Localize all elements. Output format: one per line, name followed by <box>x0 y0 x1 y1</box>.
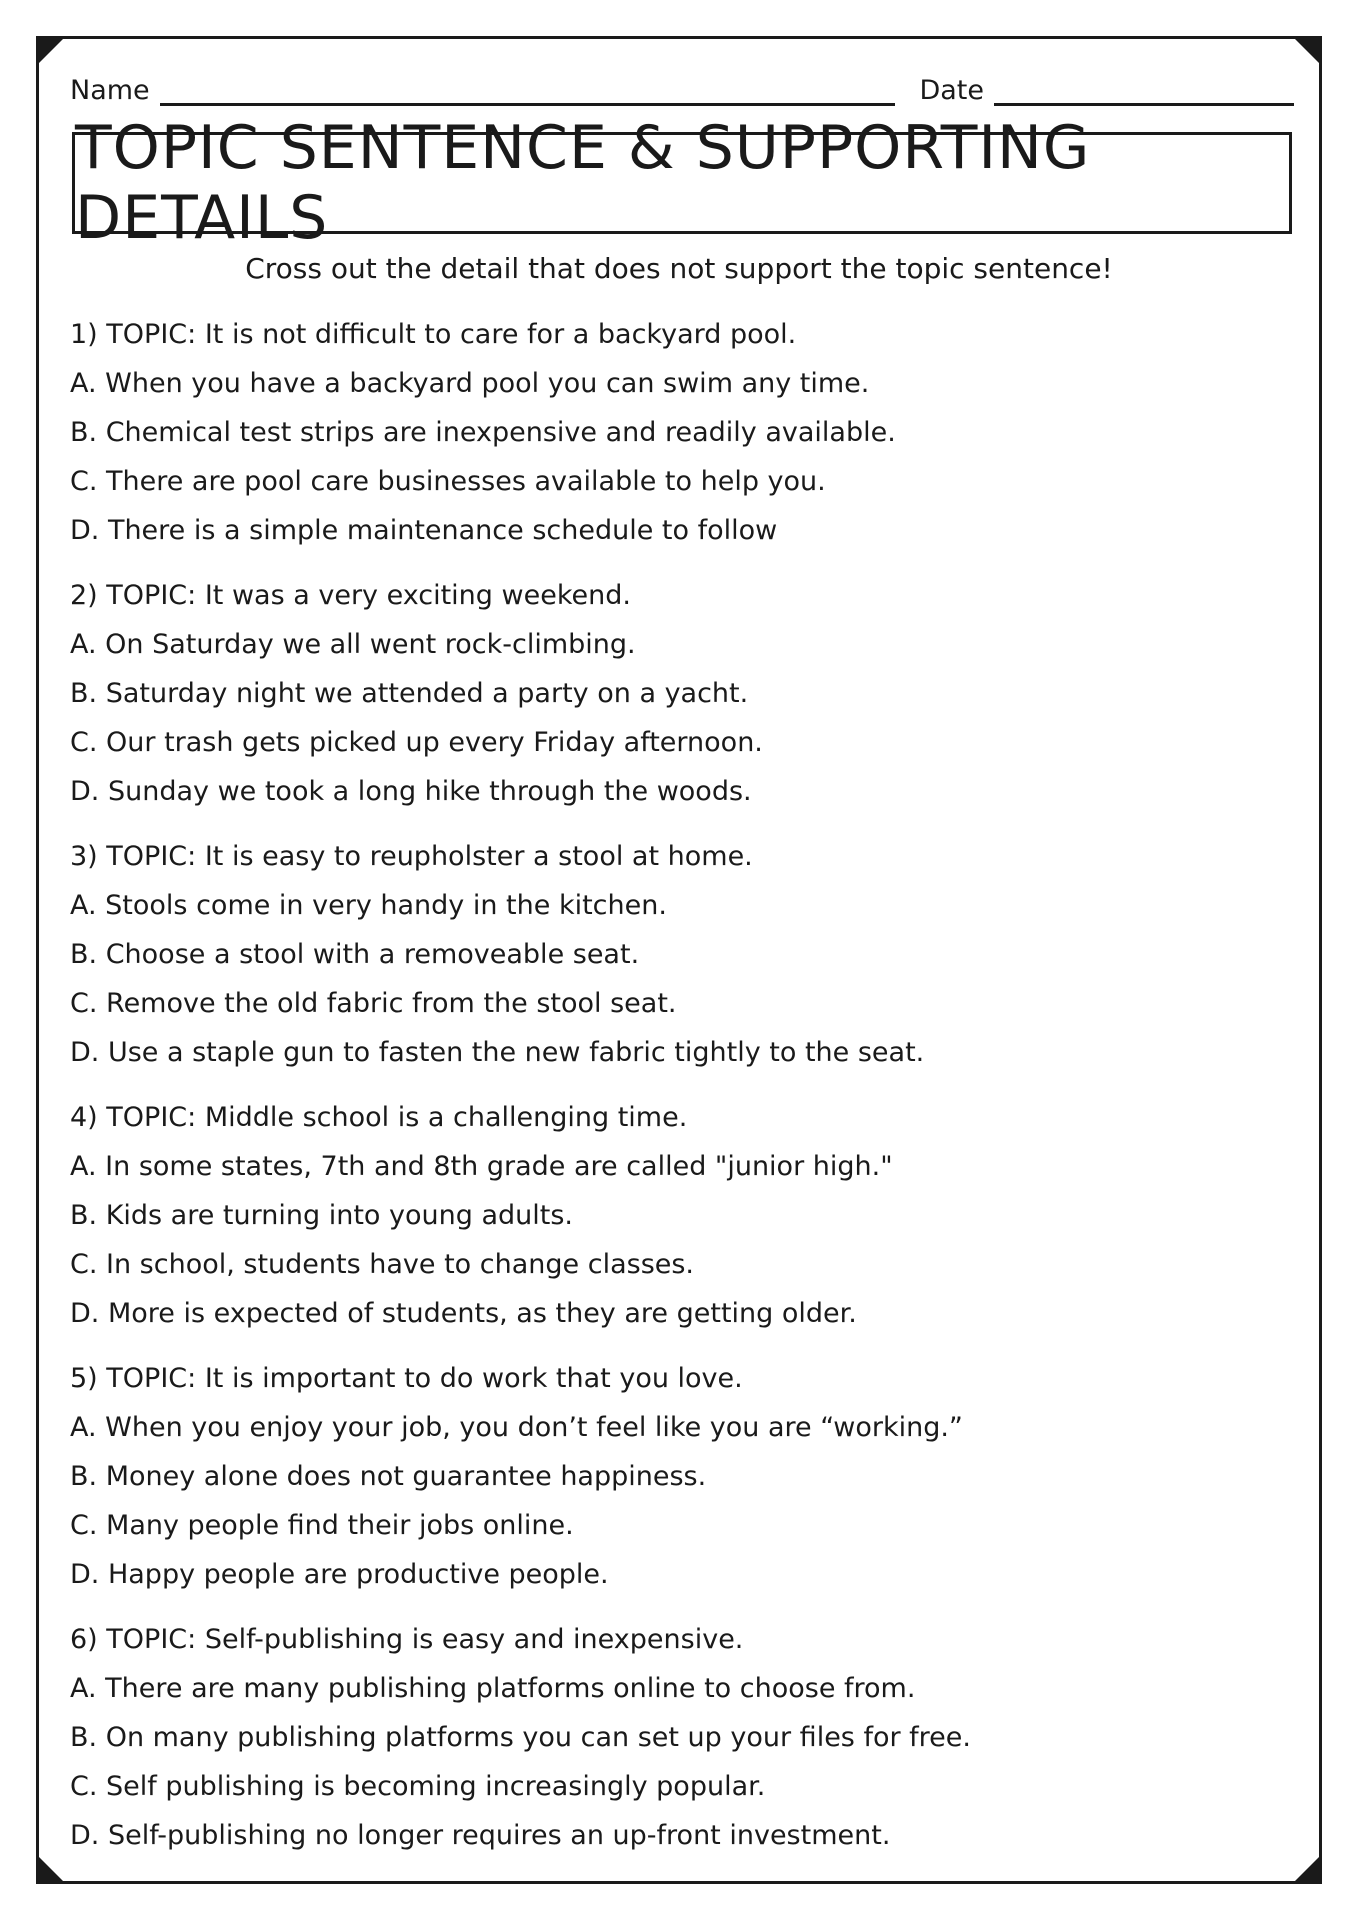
detail-option-a[interactable]: A. There are many publishing platforms online to choose from. <box>70 1673 916 1704</box>
detail-option-a[interactable]: A. In some states, 7th and 8th grade are called "junior high." <box>70 1151 893 1182</box>
topic-sentence: 2) TOPIC: It was a very exciting weekend. <box>70 580 631 611</box>
instruction-text: Cross out the detail that does not support the topic sentence! <box>245 252 1113 285</box>
detail-option-d[interactable]: D. Sunday we took a long hike through the woods. <box>70 776 752 807</box>
topic-sentence: 1) TOPIC: It is not difficult to care for a backyard pool. <box>70 319 797 350</box>
corner-ornament-bottom-left <box>39 1857 63 1881</box>
corner-ornament-top-right <box>1295 39 1319 63</box>
page-title: TOPIC SENTENCE & SUPPORTING DETAILS <box>75 113 1091 253</box>
detail-option-c[interactable]: C. There are pool care businesses available to help you. <box>70 466 826 497</box>
detail-option-a[interactable]: A. Stools come in very handy in the kitchen. <box>70 890 667 921</box>
detail-option-d[interactable]: D. There is a simple maintenance schedule to follow <box>70 515 778 546</box>
detail-option-c[interactable]: C. Our trash gets picked up every Friday afternoon. <box>70 727 763 758</box>
question-4 <box>70 1093 1270 1338</box>
detail-option-c[interactable]: C. Many people find their jobs online. <box>70 1510 574 1541</box>
detail-option-b[interactable]: B. Chemical test strips are inexpensive and readily available. <box>70 417 896 448</box>
question-5 <box>70 1354 1270 1599</box>
detail-option-c[interactable]: C. Remove the old fabric from the stool seat. <box>70 988 677 1019</box>
question-2 <box>70 571 1270 816</box>
detail-option-d[interactable]: D. Happy people are productive people. <box>70 1559 609 1590</box>
detail-option-a[interactable]: A. On Saturday we all went rock-climbing. <box>70 629 636 660</box>
question-6 <box>70 1615 1270 1860</box>
detail-option-a[interactable]: A. When you enjoy your job, you don’t feel like you are “working.” <box>70 1412 963 1443</box>
name-blank-line[interactable] <box>160 73 896 106</box>
detail-option-c[interactable]: C. In school, students have to change classes. <box>70 1249 695 1280</box>
detail-option-b[interactable]: B. On many publishing platforms you can set up your files for free. <box>70 1722 971 1753</box>
detail-option-c[interactable]: C. Self publishing is becoming increasingly popular. <box>70 1771 766 1802</box>
date-blank-line[interactable] <box>994 73 1294 106</box>
detail-option-b[interactable]: B. Choose a stool with a removeable seat. <box>70 939 640 970</box>
date-label: Date <box>919 75 984 106</box>
topic-sentence: 3) TOPIC: It is easy to reupholster a stool at home. <box>70 841 753 872</box>
detail-option-d[interactable]: D. Use a staple gun to fasten the new fabric tightly to the seat. <box>70 1037 925 1068</box>
detail-option-a[interactable]: A. When you have a backyard pool you can swim any time. <box>70 368 870 399</box>
corner-ornament-bottom-right <box>1295 1857 1319 1881</box>
header-row <box>70 66 1294 106</box>
detail-option-d[interactable]: D. Self-publishing no longer requires an up-front investment. <box>70 1820 891 1851</box>
topic-sentence: 6) TOPIC: Self-publishing is easy and inexpensive. <box>70 1624 744 1655</box>
question-3 <box>70 832 1270 1077</box>
detail-option-b[interactable]: B. Money alone does not guarantee happiness. <box>70 1461 707 1492</box>
topic-sentence: 4) TOPIC: Middle school is a challenging time. <box>70 1102 688 1133</box>
name-label: Name <box>70 75 150 106</box>
corner-ornament-top-left <box>39 39 63 63</box>
detail-option-d[interactable]: D. More is expected of students, as they are getting older. <box>70 1298 857 1329</box>
detail-option-b[interactable]: B. Saturday night we attended a party on a yacht. <box>70 678 749 709</box>
question-1 <box>70 310 1270 555</box>
topic-sentence: 5) TOPIC: It is important to do work that you love. <box>70 1363 743 1394</box>
question-list <box>70 310 1270 1876</box>
title-box <box>72 113 1292 253</box>
detail-option-b[interactable]: B. Kids are turning into young adults. <box>70 1200 573 1231</box>
